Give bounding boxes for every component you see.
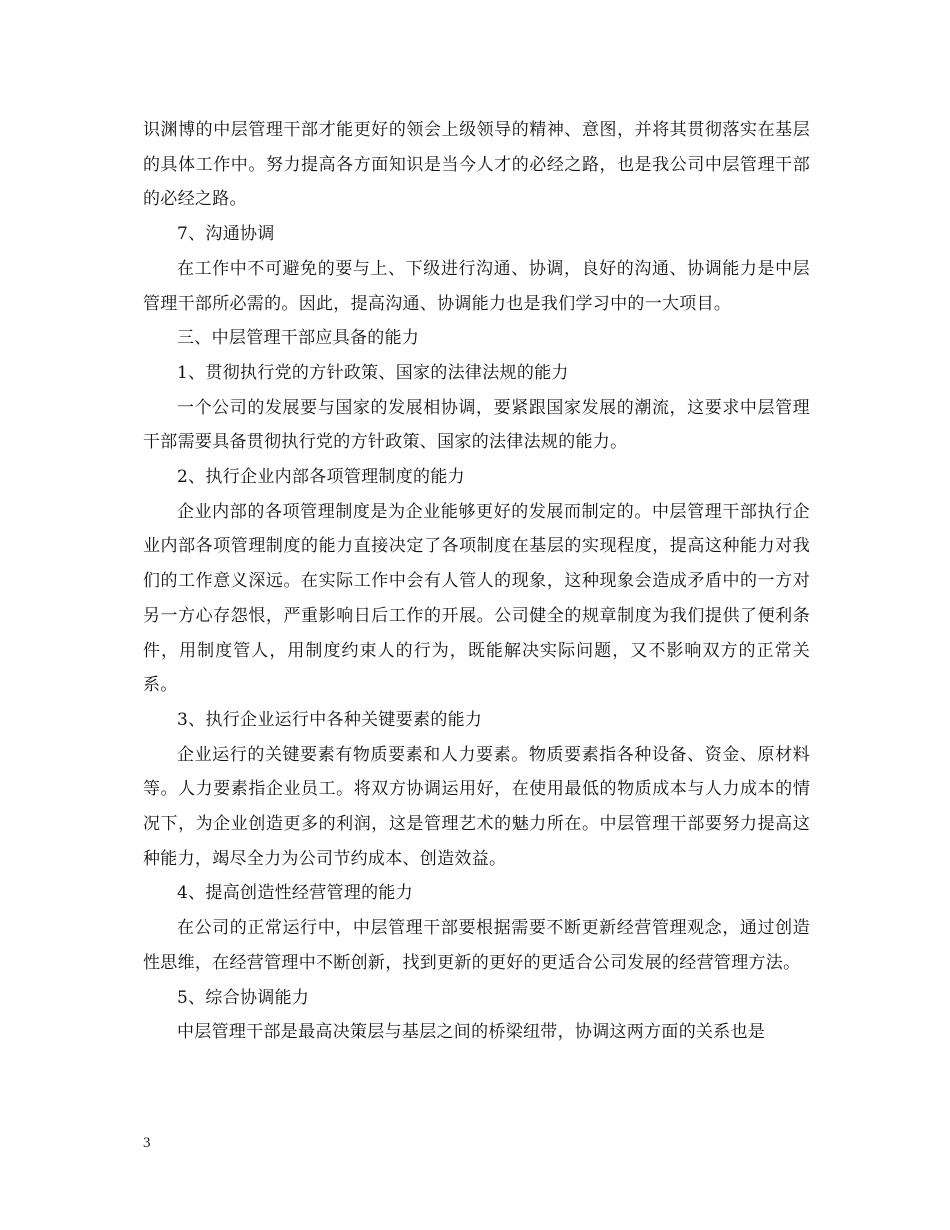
- document-body: [143, 113, 810, 1050]
- heading-coordination-ability: 5、综合协调能力: [177, 987, 310, 1008]
- page-number: 3: [143, 1135, 151, 1151]
- heading-communication: 7、沟通协调: [177, 224, 275, 245]
- heading-key-elements-ability: 3、执行企业运行中各种关键要素的能力: [177, 709, 483, 730]
- paragraph-communication: 在工作中不可避免的要与上、下级进行沟通、协调，良好的沟通、协调能力是中层管理干部所必需的。因此，提高沟通、协调能力也是我们学习中的一大项目。: [143, 258, 810, 314]
- heading-policy-ability: 1、贯彻执行党的方针政策、国家的法律法规的能力: [177, 362, 569, 383]
- paragraph-internal-rules-ability: 企业内部的各项管理制度是为企业能够更好的发展而制定的。中层管理干部执行企业内部各项管理制度的能力直接决定了各项制度在基层的实现程度，提高这种能力对我们的工作意义深远。在实际工作中会有人管人的现象，这种现象会造成矛盾中的一方对另一方心存怨恨，严重影响日后工作的开展。公司健全的规章制度为我们提供了便利条件，用制度管人，用制度约束人的行为，既能解决实际问题，又不影响双方的正常关系。: [143, 501, 810, 696]
- paragraph-policy-ability: 一个公司的发展要与国家的发展相协调，要紧跟国家发展的潮流，这要求中层管理干部需要具备贯彻执行党的方针政策、国家的法律法规的能力。: [143, 397, 810, 453]
- heading-internal-rules-ability: 2、执行企业内部各项管理制度的能力: [177, 467, 465, 488]
- paragraph-key-elements-ability: 企业运行的关键要素有物质要素和人力要素。物质要素指各种设备、资金、原材料等。人力要素指企业员工。将双方协调运用好，在使用最低的物质成本与人力成本的情况下，为企业创造更多的利润，这是管理艺术的魅力所在。中层管理干部要努力提高这种能力，竭尽全力为公司节约成本、创造效益。: [143, 744, 810, 869]
- paragraph-creative-management: 在公司的正常运行中，中层管理干部要根据需要不断更新经营管理观念，通过创造性思维，在经营管理中不断创新，找到更新的更好的更适合公司发展的经营管理方法。: [143, 918, 810, 973]
- paragraph-coordination-ability: 中层管理干部是最高决策层与基层之间的桥梁纽带，协调这两方面的关系也是: [177, 1022, 766, 1043]
- paragraph-knowledge-continuation: 识渊博的中层管理干部才能更好的领会上级领导的精神、意图，并将其贯彻落实在基层的具体工作中。努力提高各方面知识是当今人才的必经之路，也是我公司中层管理干部的必经之路。: [143, 120, 810, 210]
- section-heading-abilities: 三、中层管理干部应具备的能力: [177, 328, 420, 349]
- heading-creative-management: 4、提高创造性经营管理的能力: [177, 883, 414, 904]
